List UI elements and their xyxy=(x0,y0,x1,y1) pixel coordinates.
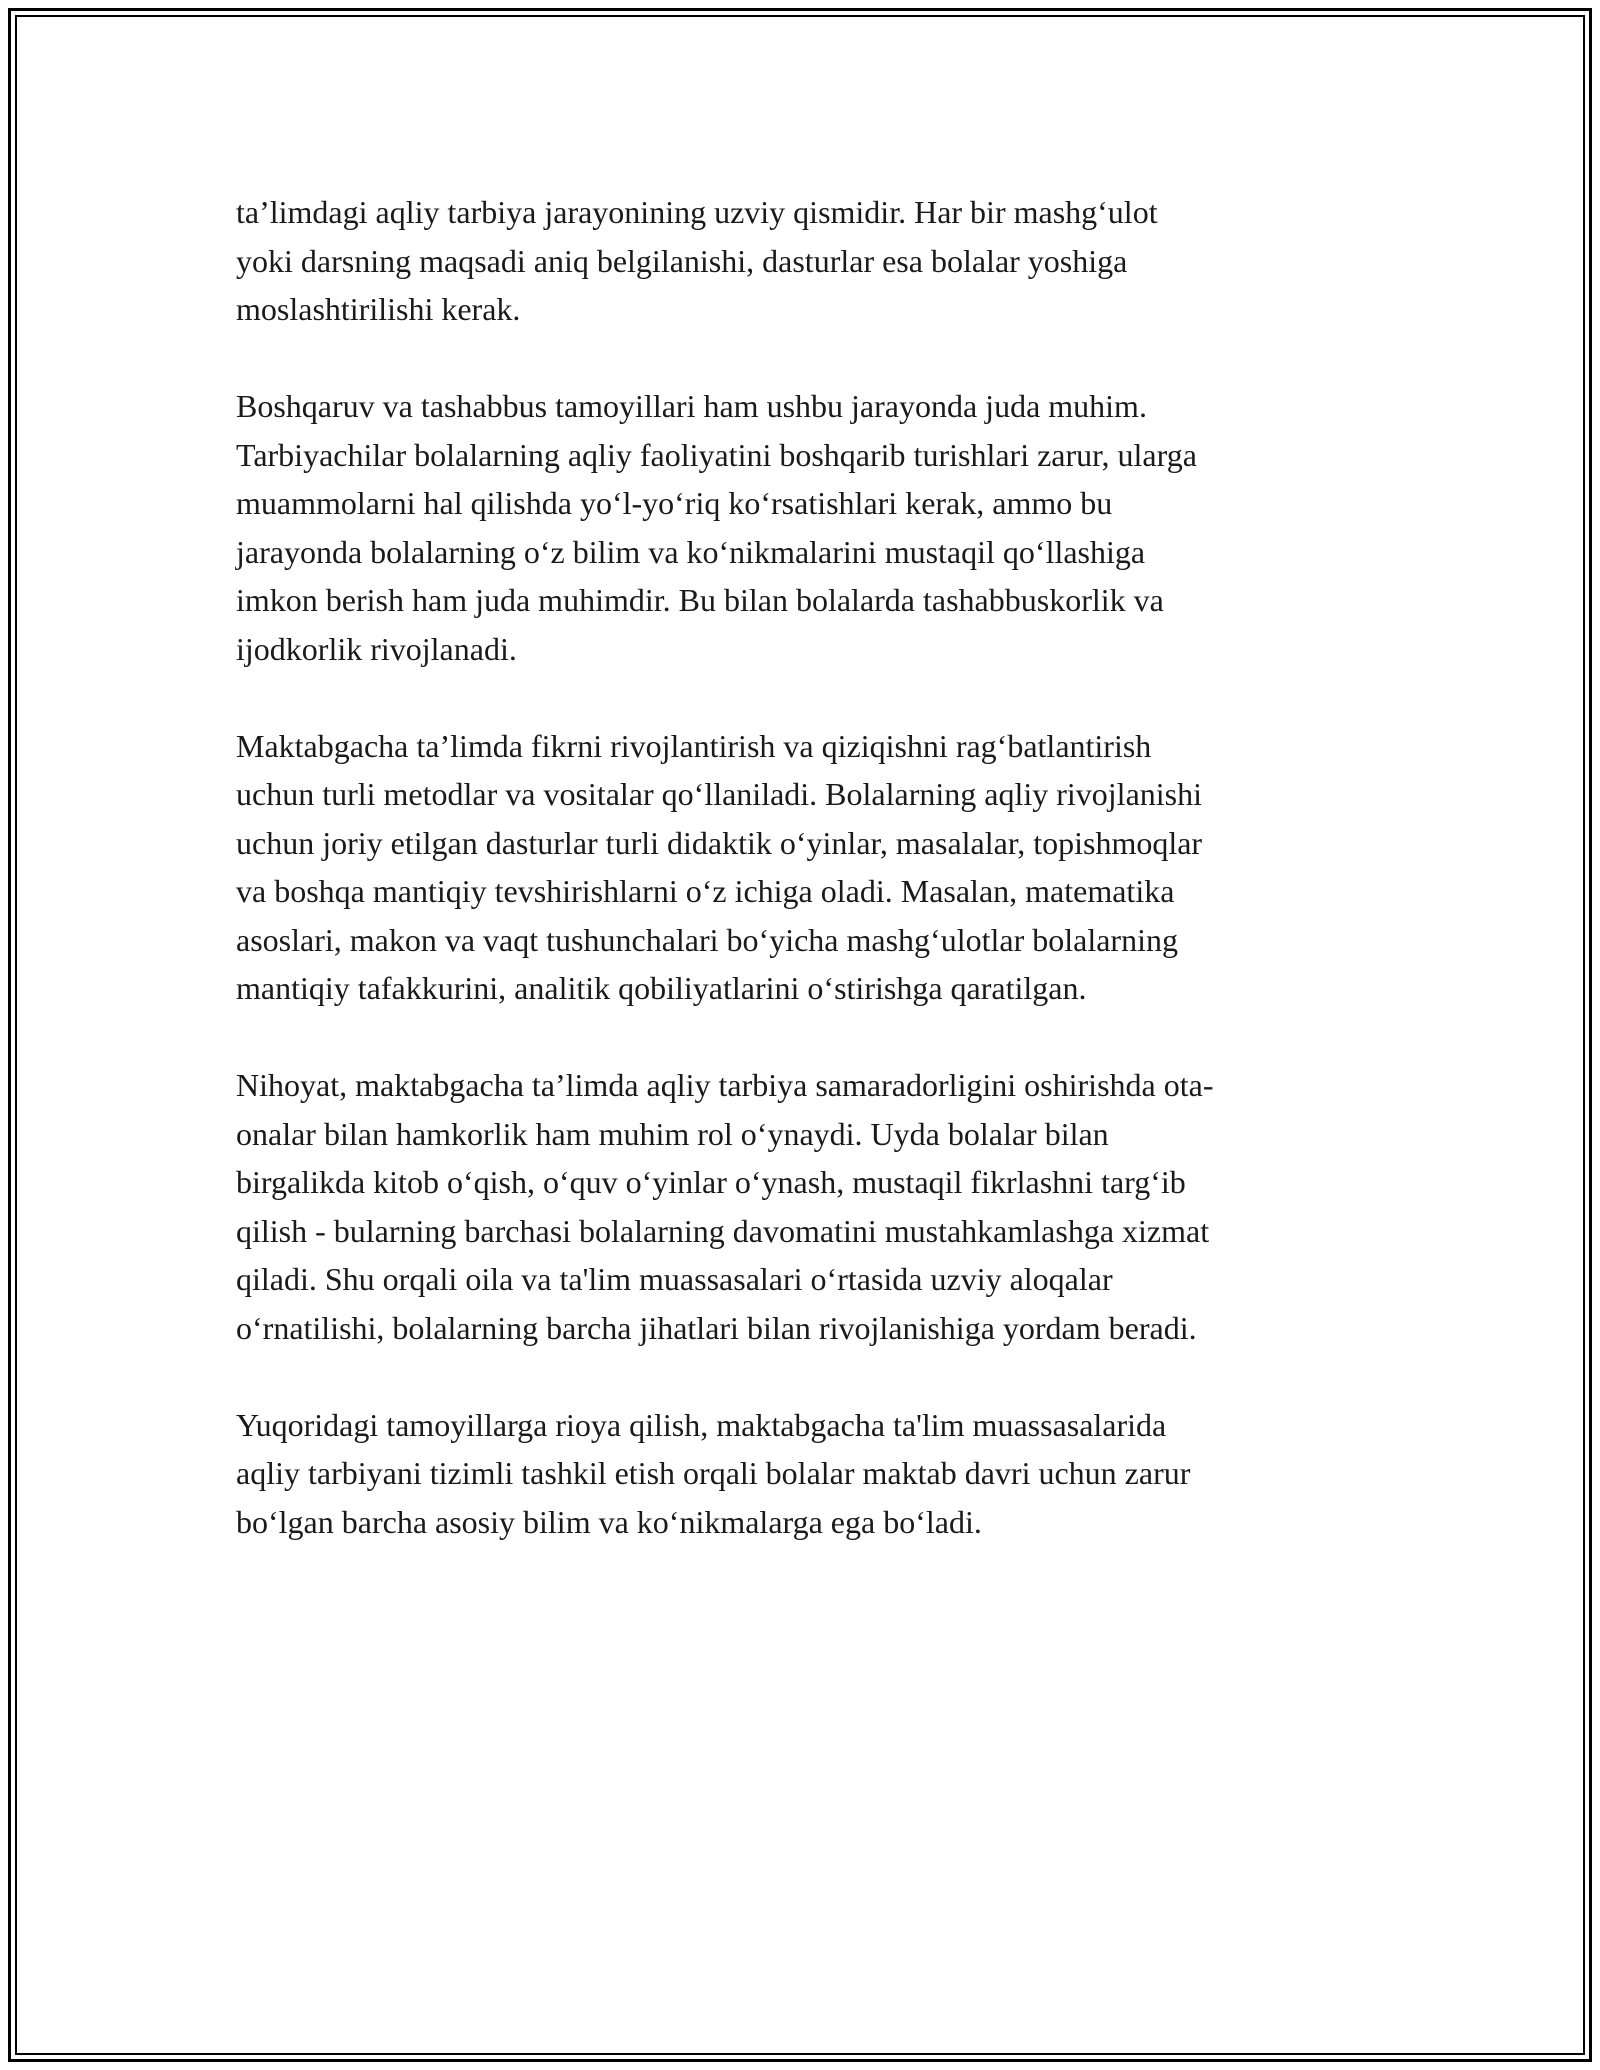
text-line: ta’limdagi aqliy tarbiya jarayonining uzviy qismidir. Har bir mashg‘ulot xyxy=(236,194,1158,230)
text-line: va boshqa mantiqiy tevshirishlarni o‘z ichiga oladi. Masalan, matematika xyxy=(236,873,1175,909)
text-line: moslashtirilishi kerak. xyxy=(236,291,521,327)
text-line: aqliy tarbiyani tizimli tashkil etish orqali bolalar maktab davri uchun zarur xyxy=(236,1455,1191,1491)
paragraph-2 xyxy=(236,382,1366,673)
text-line: birgalikda kitob o‘qish, o‘quv o‘yinlar o‘ynash, mustaqil fikrlashni targ‘ib xyxy=(236,1164,1186,1200)
text-line: uchun turli metodlar va vositalar qo‘llaniladi. Bolalarning aqliy rivojlanishi xyxy=(236,776,1202,812)
text-line: ijodkorlik rivojlanadi. xyxy=(236,630,517,667)
text-line: Maktabgacha ta’limda fikrni rivojlantirish va qiziqishni rag‘batlantirish xyxy=(236,727,1152,764)
text-line: qilish - bularning barchasi bolalarning davomatini mustahkamlashga xizmat xyxy=(236,1212,1210,1249)
text-line: qiladi. Shu orqali oila va ta'lim muassasalari o‘rtasida uzviy aloqalar xyxy=(236,1261,1113,1297)
text-line: asoslari, makon va vaqt tushunchalari bo‘yicha mashg‘ulotlar bolalarning xyxy=(236,921,1178,958)
text-line: muammolarni hal qilishda yo‘l-yo‘riq ko‘rsatishlari kerak, ammo bu xyxy=(236,485,1113,521)
paragraph-5 xyxy=(236,1401,1366,1547)
text-line: o‘rnatilishi, bolalarning barcha jihatlari bilan rivojlanishiga yordam beradi. xyxy=(236,1309,1197,1346)
paragraph-4 xyxy=(236,1061,1366,1352)
text-line: mantiqiy tafakkurini, analitik qobiliyatlarini o‘stirishga qaratilgan. xyxy=(236,970,1087,1006)
text-line: imkon berish ham juda muhimdir. Bu bilan bolalarda tashabbuskorlik va xyxy=(236,582,1164,618)
text-line: Tarbiyachilar bolalarning aqliy faoliyatini boshqarib turishlari zarur, ularga xyxy=(236,436,1197,473)
text-line: bo‘lgan barcha asosiy bilim va ko‘nikmalarga ega bo‘ladi. xyxy=(236,1503,982,1540)
text-line: yoki darsning maqsadi aniq belgilanishi, dasturlar esa bolalar yoshiga xyxy=(236,242,1128,279)
paragraph-3 xyxy=(236,722,1366,1013)
text-line: Yuqoridagi tamoyillarga rioya qilish, maktabgacha ta'lim muassasalarida xyxy=(236,1406,1167,1443)
text-line: onalar bilan hamkorlik ham muhim rol o‘ynaydi. Uyda bolalar bilan xyxy=(236,1115,1109,1152)
document-body xyxy=(236,188,1366,1595)
text-line: uchun joriy etilgan dasturlar turli didaktik o‘yinlar, masalalar, topishmoqlar xyxy=(236,824,1203,861)
text-line: jarayonda bolalarning o‘z bilim va ko‘nikmalarini mustaqil qo‘llashiga xyxy=(236,533,1146,570)
text-line: Boshqaruv va tashabbus tamoyillari ham ushbu jarayonda juda muhim. xyxy=(236,388,1147,424)
paragraph-1 xyxy=(236,188,1366,334)
text-line: Nihoyat, maktabgacha ta’limda aqliy tarbiya samaradorligini oshirishda ota- xyxy=(236,1067,1214,1103)
